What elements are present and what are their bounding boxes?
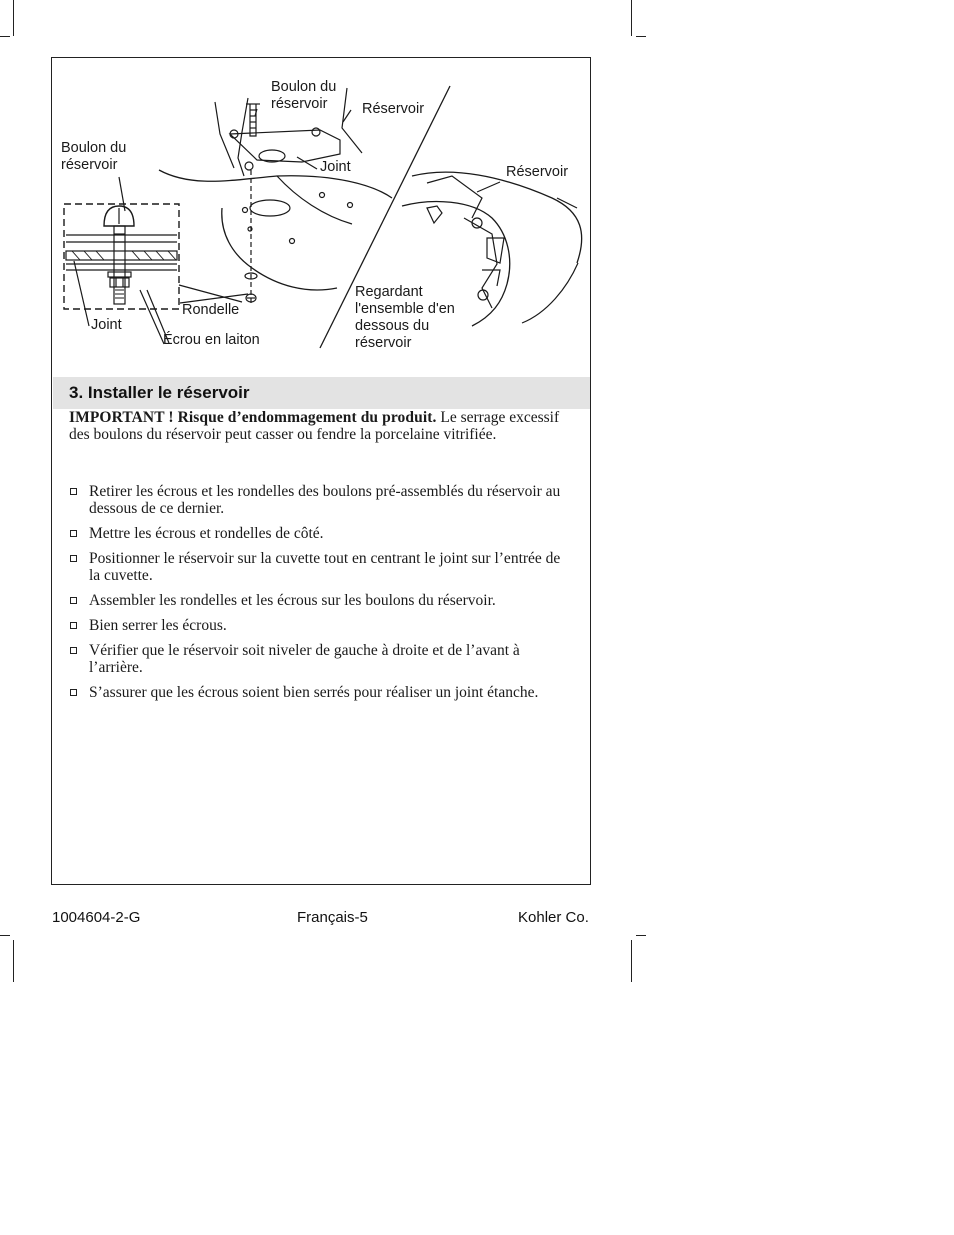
- crop-mark: [0, 935, 10, 936]
- footer-company: Kohler Co.: [518, 909, 589, 926]
- step-text: Assembler les rondelles et les écrous sur les boulons du réservoir.: [89, 592, 496, 609]
- crop-mark: [13, 940, 14, 982]
- list-item: [69, 684, 569, 701]
- label-reservoir-top: Réservoir: [362, 101, 425, 117]
- list-item: [69, 483, 569, 517]
- checkbox-icon: [70, 488, 77, 495]
- checkbox-icon: [70, 689, 77, 696]
- label-ecrou: Écrou en laiton: [163, 332, 260, 348]
- crop-mark: [636, 935, 646, 936]
- section-header: [53, 377, 590, 409]
- crop-mark: [0, 36, 10, 37]
- section-title: 3. Installer le réservoir: [69, 383, 250, 402]
- crop-mark: [631, 940, 632, 982]
- checkbox-icon: [70, 555, 77, 562]
- installation-diagram: [52, 58, 592, 376]
- checkbox-icon: [70, 597, 77, 604]
- step-text: Retirer les écrous et les rondelles des boulons pré-assemblés du réservoir au dessous de ce dernier.: [89, 483, 561, 517]
- step-text: Mettre les écrous et rondelles de côté.: [89, 525, 324, 542]
- step-text: Positionner le réservoir sur la cuvette tout en centrant le joint sur l’entrée de la cuvette.: [89, 550, 561, 584]
- label-boulon-left: Boulon du réservoir: [61, 140, 127, 173]
- important-label: IMPORTANT ! Risque d’endommagement du produit.: [69, 409, 437, 426]
- step-list: [69, 483, 569, 709]
- step-text: Bien serrer les écrous.: [89, 617, 227, 634]
- step-text: S’assurer que les écrous soient bien serrés pour réaliser un joint étanche.: [89, 684, 539, 701]
- footer-page-number: Français-5: [297, 909, 368, 926]
- label-joint-bottom: Joint: [91, 317, 122, 333]
- list-item: [69, 550, 569, 584]
- crop-mark: [13, 0, 14, 36]
- page-frame: [51, 57, 591, 885]
- step-text: Vérifier que le réservoir soit niveler de gauche à droite et de l’avant à l’arrière.: [89, 642, 520, 676]
- footer-doc-number: 1004604-2-G: [52, 909, 141, 926]
- important-text: Le serrage excessif des boulons du réservoir peut casser ou fendre la porcelaine vitrifiée.: [69, 409, 560, 443]
- label-boulon-top: Boulon du réservoir: [271, 79, 337, 112]
- important-notice: [69, 409, 569, 443]
- checkbox-icon: [70, 622, 77, 629]
- label-joint-top: Joint: [320, 159, 351, 175]
- checkbox-icon: [70, 647, 77, 654]
- label-reservoir-right: Réservoir: [506, 164, 569, 180]
- label-rondelle: Rondelle: [182, 302, 240, 318]
- crop-mark: [631, 0, 632, 36]
- list-item: [69, 525, 569, 542]
- label-regardant: Regardant l'ensemble d'en dessous du réservoir: [355, 284, 455, 351]
- checkbox-icon: [70, 530, 77, 537]
- crop-mark: [636, 36, 646, 37]
- list-item: [69, 642, 569, 676]
- list-item: [69, 617, 569, 634]
- list-item: [69, 592, 569, 609]
